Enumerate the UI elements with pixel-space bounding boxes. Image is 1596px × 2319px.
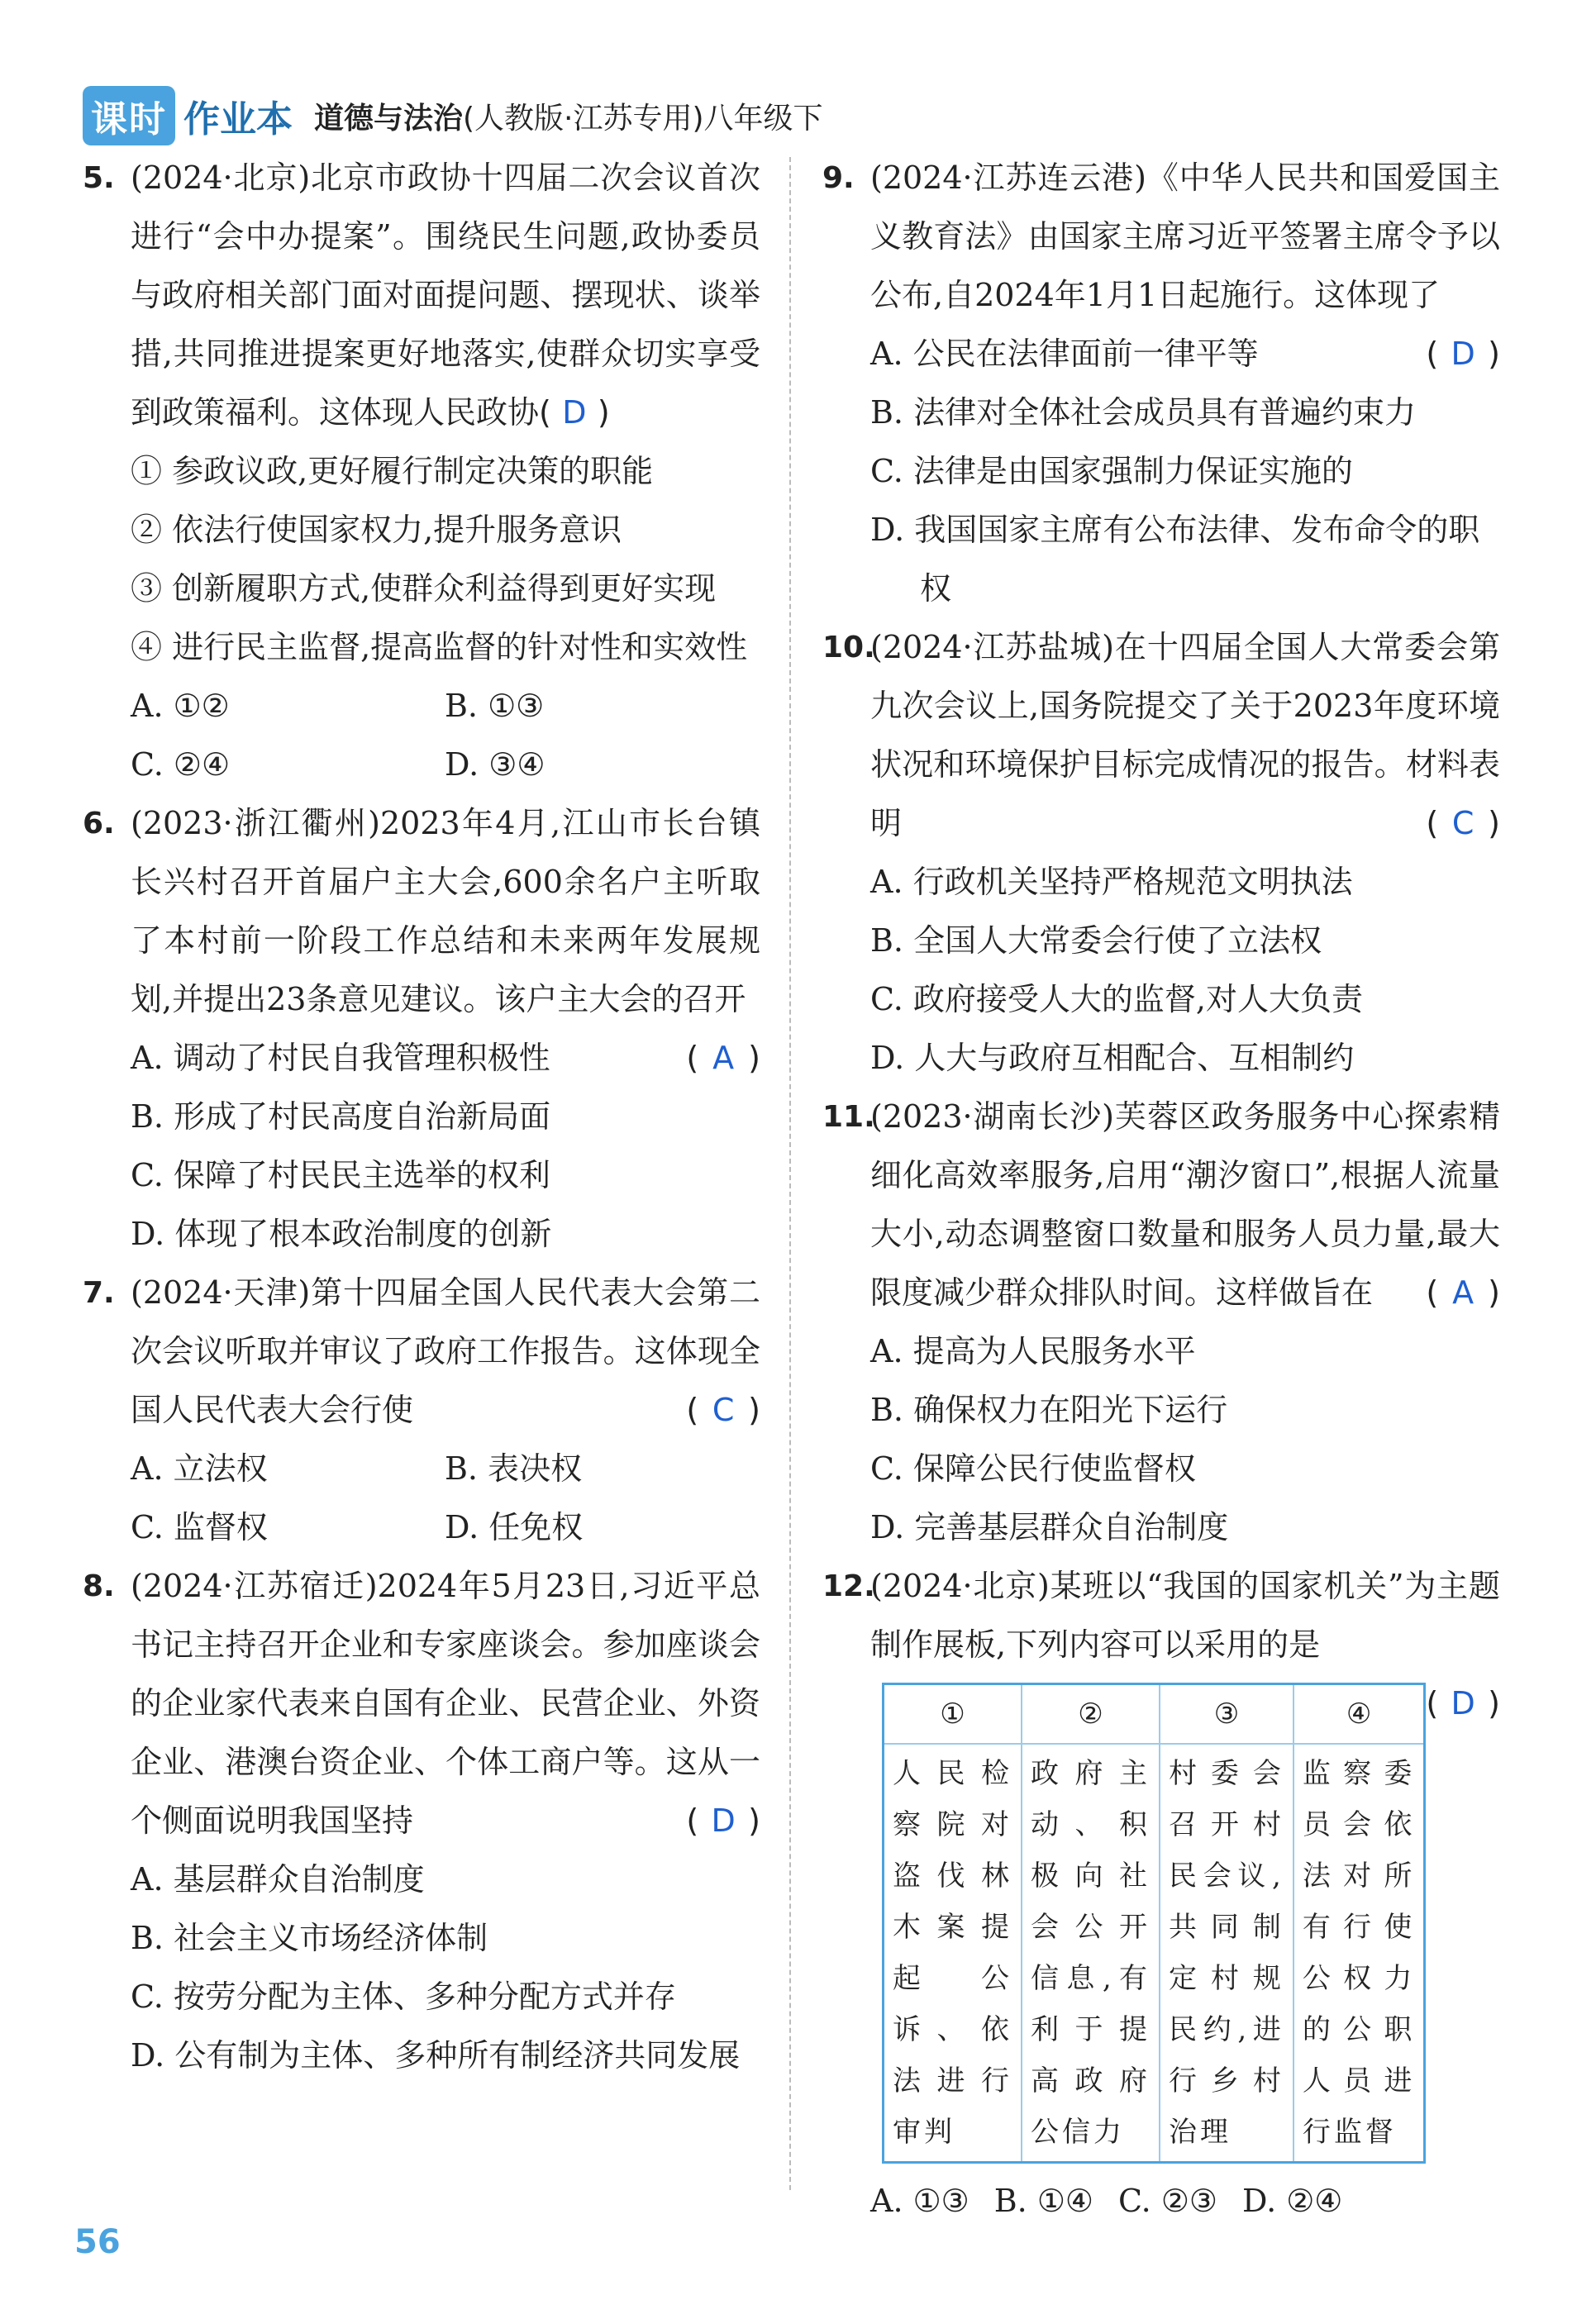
question-5 [83, 149, 760, 794]
answer-bracket: ( D ) [539, 394, 610, 431]
answer-letter: C [1451, 805, 1475, 841]
exhibit-table [882, 1683, 1426, 2164]
question-number: 7. [83, 1276, 115, 1310]
option-b[interactable]: B. 表决权 [445, 1450, 583, 1487]
option-a[interactable]: A. ①② [131, 688, 230, 724]
question-number: 9. [822, 161, 855, 195]
table-header: ② [1022, 1684, 1160, 1745]
option-d[interactable]: D. 人大与政府互相配合、互相制约 [870, 1040, 1355, 1076]
option-d[interactable]: D. ②④ [1241, 2183, 1343, 2219]
option-c[interactable]: C. 法律是由国家强制力保证实施的 [870, 453, 1353, 489]
answer-bracket: ( D ) [1426, 325, 1500, 383]
question-8 [83, 1557, 760, 2085]
option-b[interactable]: B. 确保权力在阳光下运行 [870, 1392, 1228, 1428]
answer-letter: D [1451, 336, 1475, 372]
question-6 [83, 794, 760, 1264]
question-number: 6. [83, 807, 115, 840]
table-header: ③ [1160, 1684, 1293, 1745]
logo-badge: 课时 [83, 86, 175, 145]
question-12 [822, 1557, 1500, 2231]
logo [83, 86, 293, 145]
answer-bracket: ( C ) [686, 1381, 760, 1440]
option-a[interactable]: A. 提高为人民服务水平 [870, 1333, 1196, 1369]
option-c[interactable]: C. 政府接受人大的监督,对人大负责 [870, 981, 1363, 1017]
answer-letter: D [711, 1802, 736, 1839]
option-c[interactable]: C. 保障公民行使监督权 [870, 1450, 1196, 1487]
question-stem: (2024·江苏盐城)在十四届全国人大常委会第九次会议上,国务院提交了关于2023年度环境状况和环境保护目标完成情况的报告。材料表明 [870, 629, 1500, 841]
left-column [83, 149, 760, 2085]
table-header: ④ [1293, 1684, 1425, 1745]
option-d[interactable]: D. 公有制为主体、多种所有制经济共同发展 [131, 2037, 741, 2074]
answer-letter: A [1452, 1274, 1475, 1311]
statement-item: ③ 创新履职方式,使群众利益得到更好实现 [131, 570, 717, 607]
option-a[interactable]: A. 基层群众自治制度 [131, 1861, 425, 1898]
option-b[interactable]: B. 形成了村民高度自治新局面 [131, 1098, 551, 1135]
answer-bracket: ( D ) [686, 1792, 760, 1850]
question-stem: (2023·湖南长沙)芙蓉区政务服务中心探索精细化高效率服务,启用“潮汐窗口”,根据人流量大小,动态调整窗口数量和服务人员力量,最大限度减少群众排队时间。这样做旨在 [870, 1098, 1500, 1311]
question-number: 12. [822, 1569, 875, 1603]
question-stem: (2024·北京)北京市政协十四届二次会议首次进行“会中办提案”。围绕民生问题,政协委员与政府相关部门面对面提问题、摆现状、谈举措,共同推进提案更好地落实,使群众切实享受到政策福利。这体现人民政协 [131, 160, 760, 431]
answer-bracket: ( D ) [1426, 1674, 1500, 1733]
option-b[interactable]: B. 全国人大常委会行使了立法权 [870, 922, 1322, 959]
option-a[interactable]: A. 立法权 [131, 1450, 268, 1487]
option-a[interactable]: A. 公民在法律面前一律平等 [870, 336, 1259, 372]
question-number: 5. [83, 161, 115, 195]
option-d[interactable]: D. 任免权 [445, 1509, 584, 1545]
answer-letter: A [712, 1040, 735, 1076]
question-7 [83, 1264, 760, 1557]
page-header [83, 83, 1537, 149]
question-stem: (2024·江苏连云港)《中华人民共和国爱国主义教育法》由国家主席习近平签署主席令予以公布,自2024年1月1日起施行。这体现了 [870, 160, 1500, 313]
subject-title [314, 95, 823, 137]
question-stem: (2024·北京)某班以“我国的国家机关”为主题制作展板,下列内容可以采用的是 [870, 1568, 1500, 1663]
option-b[interactable]: B. 社会主义市场经济体制 [131, 1920, 488, 1956]
question-9 [822, 149, 1500, 618]
table-cell: 人民检察院对盗伐林木案提起公诉、依法进行审判 [884, 1744, 1022, 2163]
question-stem: (2024·江苏宿迁)2024年5月23日,习近平总书记主持召开企业和专家座谈会。参加座谈会的企业家代表来自国有企业、民营企业、外资企业、港澳台资企业、个体工商户等。这从一个侧面说明我国坚持 [131, 1568, 760, 1839]
answer-bracket: ( A ) [686, 1029, 760, 1088]
statement-item: ② 依法行使国家权力,提升服务意识 [131, 512, 622, 548]
question-number: 8. [83, 1569, 115, 1603]
option-d[interactable]: D. 完善基层群众自治制度 [870, 1509, 1229, 1545]
question-number: 11. [822, 1100, 875, 1134]
option-d[interactable]: D. 体现了根本政治制度的创新 [131, 1216, 552, 1252]
question-11 [822, 1088, 1500, 1557]
option-a[interactable]: A. 行政机关坚持严格规范文明执法 [870, 864, 1353, 900]
subject-name: 道德与法治 [314, 101, 464, 136]
right-column [822, 149, 1500, 2231]
option-d[interactable]: D. 我国国家主席有公布法律、发布命令的职权 [870, 512, 1480, 607]
option-b[interactable]: B. ①④ [993, 2183, 1093, 2219]
answer-bracket: ( C ) [1426, 794, 1500, 853]
option-b[interactable]: B. 法律对全体社会成员具有普遍约束力 [870, 394, 1417, 431]
answer-letter: D [1451, 1685, 1475, 1721]
option-a[interactable]: A. 调动了村民自我管理积极性 [131, 1040, 550, 1076]
statement-item: ④ 进行民主监督,提高监督的针对性和实效性 [131, 629, 748, 665]
answer-letter: C [712, 1392, 735, 1428]
logo-text: 作业本 [183, 98, 293, 140]
column-divider [789, 157, 791, 2190]
answer-bracket: ( A ) [1426, 1264, 1500, 1322]
option-c[interactable]: C. 监督权 [131, 1509, 268, 1545]
question-10 [822, 618, 1500, 1088]
table-header: ① [884, 1684, 1022, 1745]
option-a[interactable]: A. ①③ [870, 2183, 970, 2219]
subject-edition: (人教版·江苏专用)八年级下 [463, 101, 823, 136]
question-number: 10. [822, 631, 875, 664]
option-c[interactable]: C. ②④ [131, 746, 231, 783]
table-cell: 监察委员会依法对所有行使公权力的公职人员进行监督 [1293, 1744, 1425, 2163]
question-stem: (2024·天津)第十四届全国人民代表大会第二次会议听取并审议了政府工作报告。这体现全国人民代表大会行使 [131, 1274, 760, 1428]
question-stem: (2023·浙江衢州)2023年4月,江山市长台镇长兴村召开首届户主大会,600余名户主听取了本村前一阶段工作总结和未来两年发展规划,并提出23条意见建议。该户主大会的召开 [131, 805, 760, 1017]
answer-letter: D [562, 394, 587, 431]
page-number: 56 [74, 2223, 121, 2261]
table-cell: 政府主动、积极向社会公开信息,有利于提高政府公信力 [1022, 1744, 1160, 2163]
option-b[interactable]: B. ①③ [445, 688, 545, 724]
table-cell: 村委会召开村民会议,共同制定村规民约,进行乡村治理 [1160, 1744, 1293, 2163]
option-c[interactable]: C. 保障了村民民主选举的权利 [131, 1157, 550, 1193]
statement-item: ① 参政议政,更好履行制定决策的职能 [131, 453, 654, 489]
option-c[interactable]: C. ②③ [1117, 2183, 1217, 2219]
option-d[interactable]: D. ③④ [445, 746, 545, 783]
option-c[interactable]: C. 按劳分配为主体、多种分配方式并存 [131, 1979, 676, 2015]
